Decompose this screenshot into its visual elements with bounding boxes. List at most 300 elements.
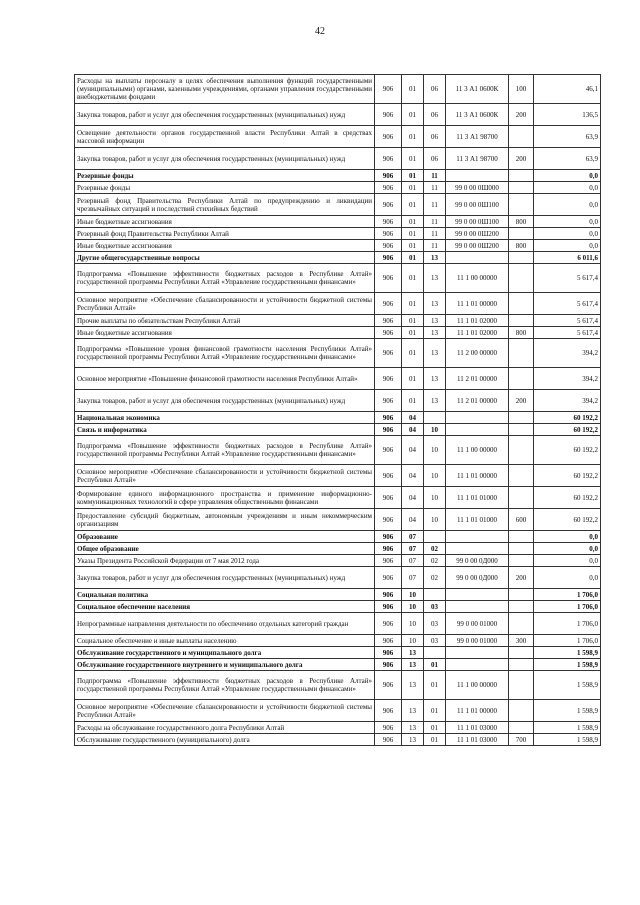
table-row [75,543,601,555]
row-subsection-cell: 01 [424,734,446,746]
row-name-cell: Резервный фонд Правительства Республики Алтай по предупреждению и ликвидации чрезвычайных ситуаций и последствий стихийных бедствий [75,194,375,216]
row-subsection-cell: 13 [424,327,446,339]
row-name-cell: Резервные фонды [75,182,375,194]
row-expense-type-cell [509,170,534,182]
budget-table-body [75,75,601,746]
table-row [75,671,601,700]
row-subsection-cell: 13 [424,390,446,412]
row-section-cell: 01 [402,228,424,240]
row-expense-type-cell [509,531,534,543]
row-expense-type-cell [509,487,534,509]
row-expense-type-cell [509,339,534,368]
row-name-cell: Обслуживание государственного и муниципального долга [75,647,375,659]
row-target-code-cell: 11 3 А1 98700 [446,148,509,170]
row-name-cell: Общее образование [75,543,375,555]
row-name-cell: Основное мероприятие «Обеспечение сбалансированности и устойчивости бюджетной системы Республики Алтай» [75,700,375,722]
row-subsection-cell [424,589,446,601]
row-grbs-cell: 906 [375,465,402,487]
row-amount-cell: 0,0 [534,531,601,543]
row-target-code-cell: 11 3 А1 98700 [446,126,509,148]
row-expense-type-cell [509,613,534,635]
row-name-cell: Закупка товаров, работ и услуг для обеспечения государственных (муниципальных) нужд [75,390,375,412]
row-expense-type-cell: 600 [509,509,534,531]
row-name-cell: Формирование единого информационного пространства и применение информационно-коммуникационных технологий в сфере управления общественными финансами [75,487,375,509]
row-name-cell: Резервный фонд Правительства Республики Алтай [75,228,375,240]
row-target-code-cell [446,412,509,424]
table-row [75,216,601,228]
row-amount-cell: 46,1 [534,75,601,104]
row-target-code-cell: 11 1 00 00000 [446,671,509,700]
row-amount-cell: 63,9 [534,126,601,148]
row-section-cell: 01 [402,194,424,216]
row-amount-cell: 1 598,9 [534,734,601,746]
table-row [75,104,601,126]
row-amount-cell: 136,5 [534,104,601,126]
row-subsection-cell: 11 [424,228,446,240]
row-target-code-cell: 99 0 00 01000 [446,613,509,635]
row-subsection-cell: 06 [424,126,446,148]
row-name-cell: Иные бюджетные ассигнования [75,240,375,252]
row-section-cell: 01 [402,148,424,170]
table-row [75,339,601,368]
row-subsection-cell [424,647,446,659]
row-target-code-cell [446,252,509,264]
row-section-cell: 01 [402,240,424,252]
row-name-cell: Освещение деятельности органов государственной власти Республики Алтай в средствах массовой информации [75,126,375,148]
row-section-cell: 04 [402,412,424,424]
table-row [75,368,601,390]
row-expense-type-cell [509,589,534,601]
row-expense-type-cell: 700 [509,734,534,746]
table-row [75,293,601,315]
row-target-code-cell: 99 0 00 0Ш100 [446,216,509,228]
row-target-code-cell: 11 1 01 00000 [446,293,509,315]
row-subsection-cell: 01 [424,722,446,734]
row-subsection-cell: 13 [424,368,446,390]
row-subsection-cell: 11 [424,240,446,252]
row-section-cell: 13 [402,734,424,746]
row-grbs-cell: 906 [375,240,402,252]
row-name-cell: Подпрограмма «Повышение уровня финансовой грамотности населения Республики Алтай» государственной программы Республики Алтай «Управление государственными финансами» [75,339,375,368]
row-amount-cell: 5 617,4 [534,264,601,293]
row-amount-cell: 0,0 [534,555,601,567]
row-subsection-cell: 13 [424,252,446,264]
row-section-cell: 13 [402,700,424,722]
table-row [75,315,601,327]
row-name-cell: Расходы на выплаты персоналу в целях обеспечения выполнения функций государственными (муниципальными) органами, казенными учреждениями, органами управления государственными внебюджетными фондами [75,75,375,104]
row-target-code-cell: 11 1 01 03000 [446,734,509,746]
row-subsection-cell: 10 [424,465,446,487]
row-section-cell: 01 [402,368,424,390]
row-name-cell: Основное мероприятие «Повышение финансовой грамотности населения Республики Алтай» [75,368,375,390]
row-amount-cell: 0,0 [534,182,601,194]
row-grbs-cell: 906 [375,339,402,368]
row-expense-type-cell: 800 [509,240,534,252]
row-subsection-cell: 03 [424,635,446,647]
row-subsection-cell: 13 [424,264,446,293]
row-amount-cell: 5 617,4 [534,327,601,339]
row-subsection-cell: 13 [424,339,446,368]
row-amount-cell: 0,0 [534,567,601,589]
row-grbs-cell: 906 [375,509,402,531]
row-amount-cell: 5 617,4 [534,315,601,327]
row-subsection-cell [424,531,446,543]
row-grbs-cell: 906 [375,75,402,104]
row-amount-cell: 60 192,2 [534,509,601,531]
row-target-code-cell: 11 3 А1 0600К [446,75,509,104]
row-expense-type-cell: 100 [509,75,534,104]
row-subsection-cell: 02 [424,555,446,567]
table-row [75,75,601,104]
row-subsection-cell [424,412,446,424]
row-grbs-cell: 906 [375,315,402,327]
row-expense-type-cell: 200 [509,567,534,589]
row-name-cell: Связь и информатика [75,424,375,436]
row-name-cell: Закупка товаров, работ и услуг для обеспечения государственных (муниципальных) нужд [75,148,375,170]
row-expense-type-cell [509,436,534,465]
row-expense-type-cell [509,465,534,487]
row-amount-cell: 0,0 [534,216,601,228]
row-subsection-cell: 13 [424,293,446,315]
row-amount-cell: 60 192,2 [534,412,601,424]
row-target-code-cell: 11 1 01 02000 [446,315,509,327]
row-expense-type-cell: 200 [509,104,534,126]
row-subsection-cell: 01 [424,671,446,700]
row-expense-type-cell: 800 [509,216,534,228]
row-section-cell: 07 [402,531,424,543]
row-target-code-cell [446,543,509,555]
row-subsection-cell: 11 [424,194,446,216]
row-expense-type-cell: 200 [509,148,534,170]
row-expense-type-cell [509,659,534,671]
table-row [75,531,601,543]
row-name-cell: Подпрограмма «Повышение эффективности бюджетных расходов в Республике Алтай» государственной программы Республики Алтай «Управление государственными финансами» [75,264,375,293]
row-section-cell: 10 [402,589,424,601]
row-target-code-cell [446,601,509,613]
row-amount-cell: 1 706,0 [534,635,601,647]
row-name-cell: Национальная экономика [75,412,375,424]
row-name-cell: Иные бюджетные ассигнования [75,327,375,339]
table-row [75,252,601,264]
row-name-cell: Подпрограмма «Повышение эффективности бюджетных расходов в Республике Алтай» государственной программы Республики Алтай «Управление государственными финансами» [75,436,375,465]
row-grbs-cell: 906 [375,671,402,700]
row-target-code-cell: 11 2 00 00000 [446,339,509,368]
row-grbs-cell: 906 [375,601,402,613]
row-grbs-cell: 906 [375,170,402,182]
table-row [75,589,601,601]
table-row [75,700,601,722]
row-subsection-cell: 10 [424,436,446,465]
row-grbs-cell: 906 [375,252,402,264]
row-section-cell: 01 [402,315,424,327]
row-section-cell: 13 [402,659,424,671]
row-grbs-cell: 906 [375,647,402,659]
row-amount-cell: 0,0 [534,240,601,252]
row-grbs-cell: 906 [375,722,402,734]
table-row [75,170,601,182]
row-amount-cell: 5 617,4 [534,293,601,315]
row-section-cell: 01 [402,182,424,194]
row-target-code-cell: 11 1 01 00000 [446,465,509,487]
row-section-cell: 01 [402,75,424,104]
row-expense-type-cell [509,671,534,700]
row-grbs-cell: 906 [375,635,402,647]
row-section-cell: 01 [402,216,424,228]
row-expense-type-cell: 300 [509,635,534,647]
row-grbs-cell: 906 [375,734,402,746]
table-row [75,613,601,635]
row-section-cell: 13 [402,647,424,659]
table-row [75,734,601,746]
row-target-code-cell [446,531,509,543]
row-grbs-cell: 906 [375,531,402,543]
row-grbs-cell: 906 [375,182,402,194]
row-expense-type-cell [509,700,534,722]
table-row [75,126,601,148]
row-expense-type-cell [509,368,534,390]
row-amount-cell: 394,2 [534,390,601,412]
row-name-cell: Указы Президента Российской Федерации от 7 мая 2012 года [75,555,375,567]
table-row [75,647,601,659]
row-subsection-cell: 11 [424,170,446,182]
row-subsection-cell: 03 [424,601,446,613]
row-target-code-cell: 11 2 01 00000 [446,390,509,412]
row-subsection-cell: 06 [424,148,446,170]
row-grbs-cell: 906 [375,412,402,424]
row-expense-type-cell [509,543,534,555]
row-section-cell: 01 [402,339,424,368]
row-target-code-cell: 99 0 00 0Ш200 [446,240,509,252]
row-amount-cell: 1 598,9 [534,671,601,700]
row-name-cell: Образование [75,531,375,543]
row-expense-type-cell [509,647,534,659]
row-target-code-cell: 11 1 01 00000 [446,700,509,722]
row-name-cell: Обслуживание государственного внутреннего и муниципального долга [75,659,375,671]
row-grbs-cell: 906 [375,567,402,589]
row-section-cell: 07 [402,543,424,555]
row-subsection-cell: 01 [424,659,446,671]
table-row [75,228,601,240]
table-row [75,424,601,436]
row-expense-type-cell [509,126,534,148]
row-target-code-cell: 99 0 00 0Ш100 [446,194,509,216]
row-amount-cell: 1 598,9 [534,647,601,659]
table-row [75,509,601,531]
row-section-cell: 04 [402,465,424,487]
row-amount-cell: 1 598,9 [534,700,601,722]
row-target-code-cell: 99 0 00 0Ш000 [446,182,509,194]
row-subsection-cell: 02 [424,543,446,555]
row-amount-cell: 0,0 [534,228,601,240]
row-amount-cell: 1 706,0 [534,613,601,635]
row-expense-type-cell [509,315,534,327]
row-amount-cell: 1 706,0 [534,601,601,613]
row-subsection-cell: 10 [424,487,446,509]
row-name-cell: Основное мероприятие «Обеспечение сбалансированности и устойчивости бюджетной системы Республики Алтай» [75,465,375,487]
row-expense-type-cell: 200 [509,390,534,412]
table-row [75,390,601,412]
row-grbs-cell: 906 [375,126,402,148]
row-subsection-cell: 10 [424,424,446,436]
row-subsection-cell: 10 [424,509,446,531]
row-amount-cell: 0,0 [534,170,601,182]
row-name-cell: Подпрограмма «Повышение эффективности бюджетных расходов в Республике Алтай» государственной программы Республики Алтай «Управление государственными финансами» [75,671,375,700]
row-expense-type-cell [509,412,534,424]
row-subsection-cell: 03 [424,613,446,635]
row-amount-cell: 60 192,2 [534,424,601,436]
row-subsection-cell: 06 [424,104,446,126]
row-name-cell: Другие общегосударственные вопросы [75,252,375,264]
row-section-cell: 01 [402,104,424,126]
row-target-code-cell [446,589,509,601]
row-section-cell: 07 [402,567,424,589]
row-name-cell: Закупка товаров, работ и услуг для обеспечения государственных (муниципальных) нужд [75,104,375,126]
row-target-code-cell: 99 0 00 0Д000 [446,555,509,567]
row-expense-type-cell [509,424,534,436]
row-name-cell: Резервные фонды [75,170,375,182]
row-section-cell: 13 [402,671,424,700]
row-grbs-cell: 906 [375,104,402,126]
row-grbs-cell: 906 [375,194,402,216]
budget-table [74,74,601,746]
row-section-cell: 13 [402,722,424,734]
row-expense-type-cell [509,182,534,194]
row-name-cell: Обслуживание государственного (муниципального) долга [75,734,375,746]
row-expense-type-cell [509,228,534,240]
row-expense-type-cell [509,194,534,216]
row-amount-cell: 394,2 [534,368,601,390]
row-grbs-cell: 906 [375,264,402,293]
row-grbs-cell: 906 [375,487,402,509]
row-subsection-cell: 01 [424,700,446,722]
row-target-code-cell: 11 1 01 01000 [446,509,509,531]
row-section-cell: 01 [402,293,424,315]
row-grbs-cell: 906 [375,228,402,240]
table-row [75,487,601,509]
row-section-cell: 01 [402,170,424,182]
row-name-cell: Непрограммные направления деятельности по обеспечению отдельных категорий граждан [75,613,375,635]
table-row [75,182,601,194]
row-target-code-cell: 11 1 00 00000 [446,264,509,293]
row-grbs-cell: 906 [375,368,402,390]
row-amount-cell: 6 011,6 [534,252,601,264]
row-target-code-cell: 11 1 01 01000 [446,487,509,509]
row-name-cell: Основное мероприятие «Обеспечение сбалансированности и устойчивости бюджетной системы Республики Алтай» [75,293,375,315]
row-subsection-cell: 13 [424,315,446,327]
row-amount-cell: 1 598,9 [534,659,601,671]
table-row [75,240,601,252]
row-target-code-cell [446,424,509,436]
row-name-cell: Прочие выплаты по обязательствам Республики Алтай [75,315,375,327]
table-row [75,465,601,487]
table-row [75,659,601,671]
row-name-cell: Социальная политика [75,589,375,601]
table-row [75,412,601,424]
row-target-code-cell [446,647,509,659]
row-subsection-cell: 06 [424,75,446,104]
row-grbs-cell: 906 [375,327,402,339]
table-row [75,436,601,465]
row-subsection-cell: 11 [424,182,446,194]
table-row [75,601,601,613]
row-amount-cell: 394,2 [534,339,601,368]
row-section-cell: 10 [402,601,424,613]
row-section-cell: 10 [402,613,424,635]
row-amount-cell: 60 192,2 [534,465,601,487]
row-target-code-cell: 99 0 00 0Ш200 [446,228,509,240]
table-row [75,567,601,589]
row-target-code-cell: 11 1 01 02000 [446,327,509,339]
row-name-cell: Социальное обеспечение и иные выплаты населению [75,635,375,647]
row-amount-cell: 60 192,2 [534,487,601,509]
row-grbs-cell: 906 [375,293,402,315]
table-row [75,635,601,647]
row-subsection-cell: 02 [424,567,446,589]
row-name-cell: Расходы на обслуживание государственного долга Республики Алтай [75,722,375,734]
row-name-cell: Предоставление субсидий бюджетным, автономным учреждениям и иным некоммерческим организациям [75,509,375,531]
row-grbs-cell: 906 [375,543,402,555]
row-grbs-cell: 906 [375,613,402,635]
row-section-cell: 01 [402,264,424,293]
row-expense-type-cell [509,264,534,293]
table-row [75,722,601,734]
row-name-cell: Иные бюджетные ассигнования [75,216,375,228]
row-target-code-cell: 11 3 А1 0600К [446,104,509,126]
row-target-code-cell [446,170,509,182]
row-section-cell: 01 [402,390,424,412]
row-target-code-cell: 99 0 00 01000 [446,635,509,647]
row-target-code-cell: 11 2 01 00000 [446,368,509,390]
row-amount-cell: 1 706,0 [534,589,601,601]
row-grbs-cell: 906 [375,700,402,722]
row-grbs-cell: 906 [375,555,402,567]
row-section-cell: 01 [402,327,424,339]
row-amount-cell: 60 192,2 [534,436,601,465]
table-row [75,194,601,216]
row-grbs-cell: 906 [375,424,402,436]
row-target-code-cell: 11 1 01 03000 [446,722,509,734]
row-target-code-cell: 11 1 00 00000 [446,436,509,465]
row-expense-type-cell [509,555,534,567]
row-expense-type-cell [509,252,534,264]
row-grbs-cell: 906 [375,216,402,228]
row-section-cell: 01 [402,126,424,148]
row-expense-type-cell [509,722,534,734]
row-amount-cell: 1 598,9 [534,722,601,734]
table-row [75,148,601,170]
table-row [75,555,601,567]
page-number: 42 [315,26,325,37]
row-section-cell: 04 [402,424,424,436]
row-grbs-cell: 906 [375,148,402,170]
row-target-code-cell: 99 0 00 0Д000 [446,567,509,589]
row-section-cell: 04 [402,436,424,465]
row-section-cell: 10 [402,635,424,647]
row-section-cell: 07 [402,555,424,567]
row-grbs-cell: 906 [375,589,402,601]
row-grbs-cell: 906 [375,390,402,412]
row-section-cell: 01 [402,252,424,264]
row-expense-type-cell: 800 [509,327,534,339]
row-expense-type-cell [509,601,534,613]
row-grbs-cell: 906 [375,659,402,671]
row-grbs-cell: 906 [375,436,402,465]
row-name-cell: Закупка товаров, работ и услуг для обеспечения государственных (муниципальных) нужд [75,567,375,589]
row-section-cell: 04 [402,487,424,509]
table-row [75,327,601,339]
row-target-code-cell [446,659,509,671]
table-row [75,264,601,293]
